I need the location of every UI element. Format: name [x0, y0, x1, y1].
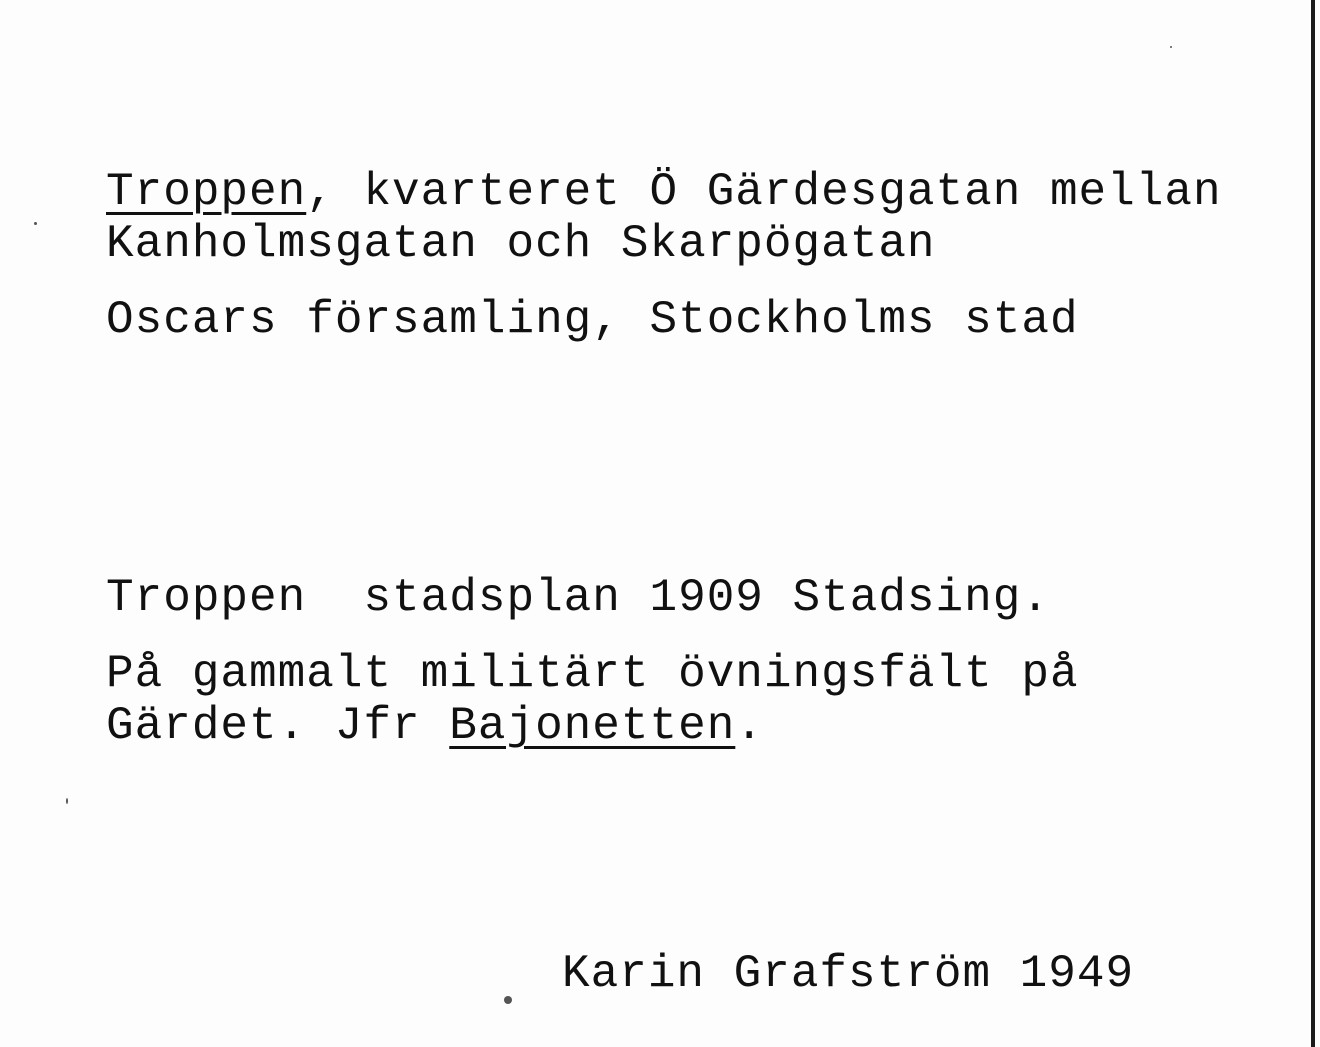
signature: Karin Grafström 1949: [562, 948, 1135, 1000]
speck-mark: [1170, 46, 1172, 48]
location-line: Kanholmsgatan och Skarpögatan: [106, 218, 936, 270]
heading-rest: , kvarteret Ö Gärdesgatan mellan: [306, 166, 1222, 218]
note-line-2: [106, 700, 764, 752]
plan-line: Troppen stadsplan 1909 Stadsing.: [106, 572, 1050, 624]
note-prefix: Gärdet. Jfr: [106, 700, 450, 752]
note-suffix: .: [735, 700, 764, 752]
speck-mark: [66, 798, 68, 804]
cross-reference: Bajonetten: [449, 700, 736, 752]
block-name: Troppen: [106, 166, 307, 218]
speck-mark: [504, 996, 512, 1004]
card-edge: [1311, 0, 1315, 1047]
parish-line: Oscars församling, Stockholms stad: [106, 294, 1079, 346]
note-line-1: På gammalt militärt övningsfält på: [106, 648, 1079, 700]
heading-line: [106, 166, 1222, 218]
speck-mark: [34, 222, 37, 225]
